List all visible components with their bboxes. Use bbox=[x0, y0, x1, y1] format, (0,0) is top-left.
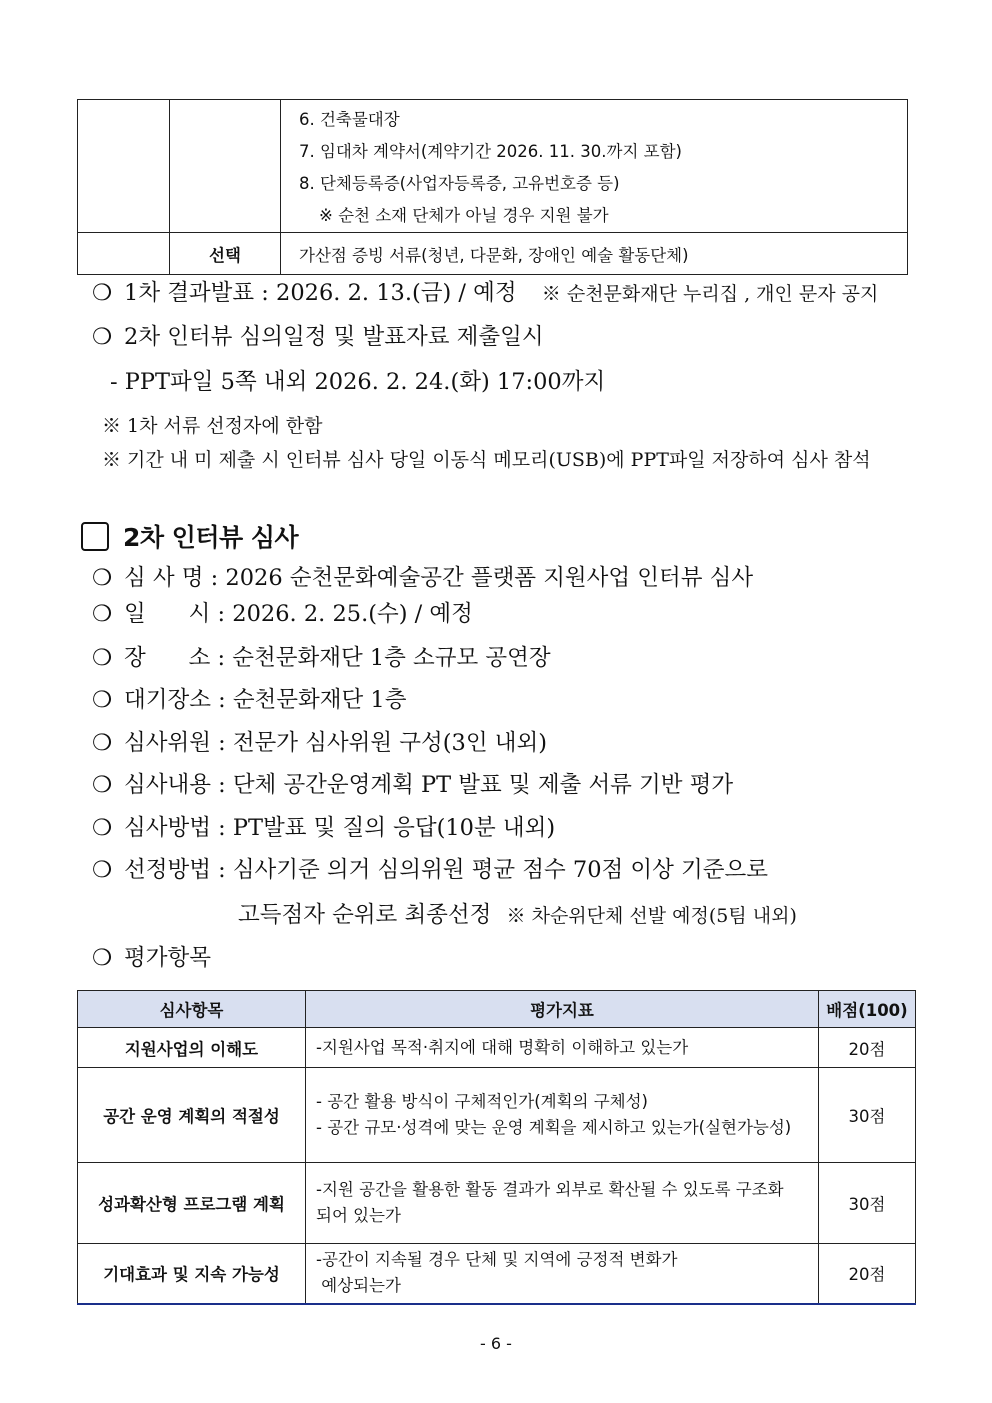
interview-item-text: 심 사 명 : 2026 순천문화예술공간 플랫폼 지원사업 인터뷰 심사 bbox=[124, 565, 754, 591]
first-result-note: ※ 순천문화재단 누리집 , 개인 문자 공지 bbox=[541, 283, 879, 305]
indicator-line: - 공간 활용 방식이 구체적인가(계획의 구체성) bbox=[316, 1092, 648, 1111]
ppt-deadline: - PPT파일 5쪽 내외 2026. 2. 24.(화) 17:00까지 bbox=[110, 369, 606, 395]
evaluation-table bbox=[77, 990, 916, 1305]
first-result-text: 1차 결과발표 : 2026. 2. 13.(금) / 예정 bbox=[124, 280, 517, 306]
second-schedule-text: 2차 인터뷰 심의일정 및 발표자료 제출일시 bbox=[124, 324, 544, 350]
interview-item-text: 일 시 : 2026. 2. 25.(수) / 예정 bbox=[124, 601, 473, 627]
page-number: - 6 - bbox=[480, 1334, 512, 1353]
required-documents-table bbox=[77, 99, 908, 275]
interview-item-text: 심사위원 : 전문가 심사위원 구성(3인 내외) bbox=[124, 730, 547, 756]
interview-item-text: 심사방법 : PT발표 및 질의 응답(10분 내외) bbox=[124, 815, 556, 841]
interview-item bbox=[92, 852, 768, 884]
bullet-icon: ❍ bbox=[92, 857, 113, 883]
table-cell-blank bbox=[170, 100, 281, 233]
bullet-icon: ❍ bbox=[92, 772, 113, 798]
interview-item bbox=[92, 682, 406, 714]
interview-item bbox=[92, 767, 733, 799]
bullet-icon: ❍ bbox=[92, 945, 113, 971]
bullet-icon: ❍ bbox=[92, 645, 113, 671]
row-category: 기대효과 및 지속 가능성 bbox=[78, 1244, 306, 1304]
row-indicator bbox=[306, 1028, 819, 1068]
indicator-line: 되어 있는가 bbox=[316, 1206, 401, 1225]
table-row bbox=[78, 1028, 916, 1068]
row-indicator bbox=[306, 1068, 819, 1163]
row-category: 공간 운영 계획의 적절성 bbox=[78, 1068, 306, 1163]
table-cell-blank bbox=[78, 100, 170, 233]
interview-item-text: 선정방법 : 심사기준 의거 심의위원 평균 점수 70점 이상 기준으로 bbox=[124, 857, 768, 883]
row-indicator bbox=[306, 1244, 819, 1304]
bullet-icon: ❍ bbox=[92, 730, 113, 756]
section-title: 2차 인터뷰 심사 bbox=[123, 523, 299, 552]
indicator-line: 예상되는가 bbox=[316, 1276, 401, 1296]
select-value: 가산점 증빙 서류(청년, 다문화, 장애인 예술 활동단체) bbox=[281, 233, 908, 275]
row-score: 30점 bbox=[819, 1068, 916, 1163]
note-first-selected: ※ 1차 서류 선정자에 한함 bbox=[102, 415, 323, 437]
interview-item bbox=[92, 596, 473, 628]
document-list bbox=[281, 100, 908, 233]
bullet-icon: ❍ bbox=[92, 687, 113, 713]
note-usb: ※ 기간 내 미 제출 시 인터뷰 심사 당일 이동식 메모리(USB)에 PPT파일 저장하여 심사 참석 bbox=[102, 449, 871, 471]
indicator-line: -지원 공간을 활용한 활동 결과가 외부로 확산될 수 있도록 구조화 bbox=[316, 1180, 784, 1199]
interview-item-text: 심사내용 : 단체 공간운영계획 PT 발표 및 제출 서류 기반 평가 bbox=[124, 772, 734, 798]
row-category: 지원사업의 이해도 bbox=[78, 1028, 306, 1068]
bullet-icon: ❍ bbox=[92, 280, 113, 306]
row-indicator bbox=[306, 1163, 819, 1244]
row-score: 30점 bbox=[819, 1163, 916, 1244]
interview-item bbox=[92, 725, 547, 757]
row-category: 성과확산형 프로그램 계획 bbox=[78, 1163, 306, 1244]
header-indicator: 평가지표 bbox=[306, 991, 819, 1028]
row-score: 20점 bbox=[819, 1244, 916, 1304]
table-cell-blank bbox=[78, 233, 170, 275]
indicator-line: - 공간 규모·성격에 맞는 운영 계획을 제시하고 있는가(실현가능성) bbox=[316, 1118, 792, 1137]
table-row bbox=[78, 1244, 916, 1304]
table-row bbox=[78, 1163, 916, 1244]
selection-note: ※ 차순위단체 선발 예정(5팀 내외) bbox=[506, 905, 797, 927]
interview-item-text: 장 소 : 순천문화재단 1층 소규모 공연장 bbox=[124, 645, 551, 671]
eval-heading: 평가항목 bbox=[124, 945, 211, 971]
list-item: 8. 단체등록증(사업자등록증, 고유번호증 등) bbox=[299, 174, 620, 193]
list-item: 7. 임대차 계약서(계약기간 2026. 11. 30.까지 포함) bbox=[299, 142, 682, 161]
selection-continuation bbox=[238, 897, 797, 929]
second-schedule-line bbox=[92, 319, 544, 351]
interview-item-text: 대기장소 : 순천문화재단 1층 bbox=[124, 687, 407, 713]
header-category: 심사항목 bbox=[78, 991, 306, 1028]
section-heading bbox=[81, 519, 298, 553]
interview-item bbox=[92, 810, 555, 842]
select-label: 선택 bbox=[170, 233, 281, 275]
bullet-icon: ❍ bbox=[92, 324, 113, 350]
bullet-icon: ❍ bbox=[92, 601, 113, 627]
indicator-line: -지원사업 목적·취지에 대해 명확히 이해하고 있는가 bbox=[316, 1037, 689, 1057]
bullet-icon: ❍ bbox=[92, 815, 113, 841]
bullet-icon: ❍ bbox=[92, 565, 113, 591]
table-row bbox=[78, 1068, 916, 1163]
row-score: 20점 bbox=[819, 1028, 916, 1068]
interview-item bbox=[92, 640, 551, 672]
selection-cont-text: 고득점자 순위로 최종선정 bbox=[238, 902, 492, 928]
interview-item bbox=[92, 560, 753, 592]
table-header-row bbox=[78, 991, 916, 1028]
list-item: 6. 건축물대장 bbox=[299, 110, 400, 129]
indicator-line: -공간이 지속될 경우 단체 및 지역에 긍정적 변화가 bbox=[316, 1250, 678, 1270]
first-result-line bbox=[92, 275, 878, 307]
checkbox-square-icon bbox=[81, 522, 109, 551]
eval-heading-line bbox=[92, 940, 211, 972]
header-score: 배점(100) bbox=[819, 991, 916, 1028]
document-note: ※ 순천 소재 단체가 아닐 경우 지원 불가 bbox=[319, 206, 609, 225]
